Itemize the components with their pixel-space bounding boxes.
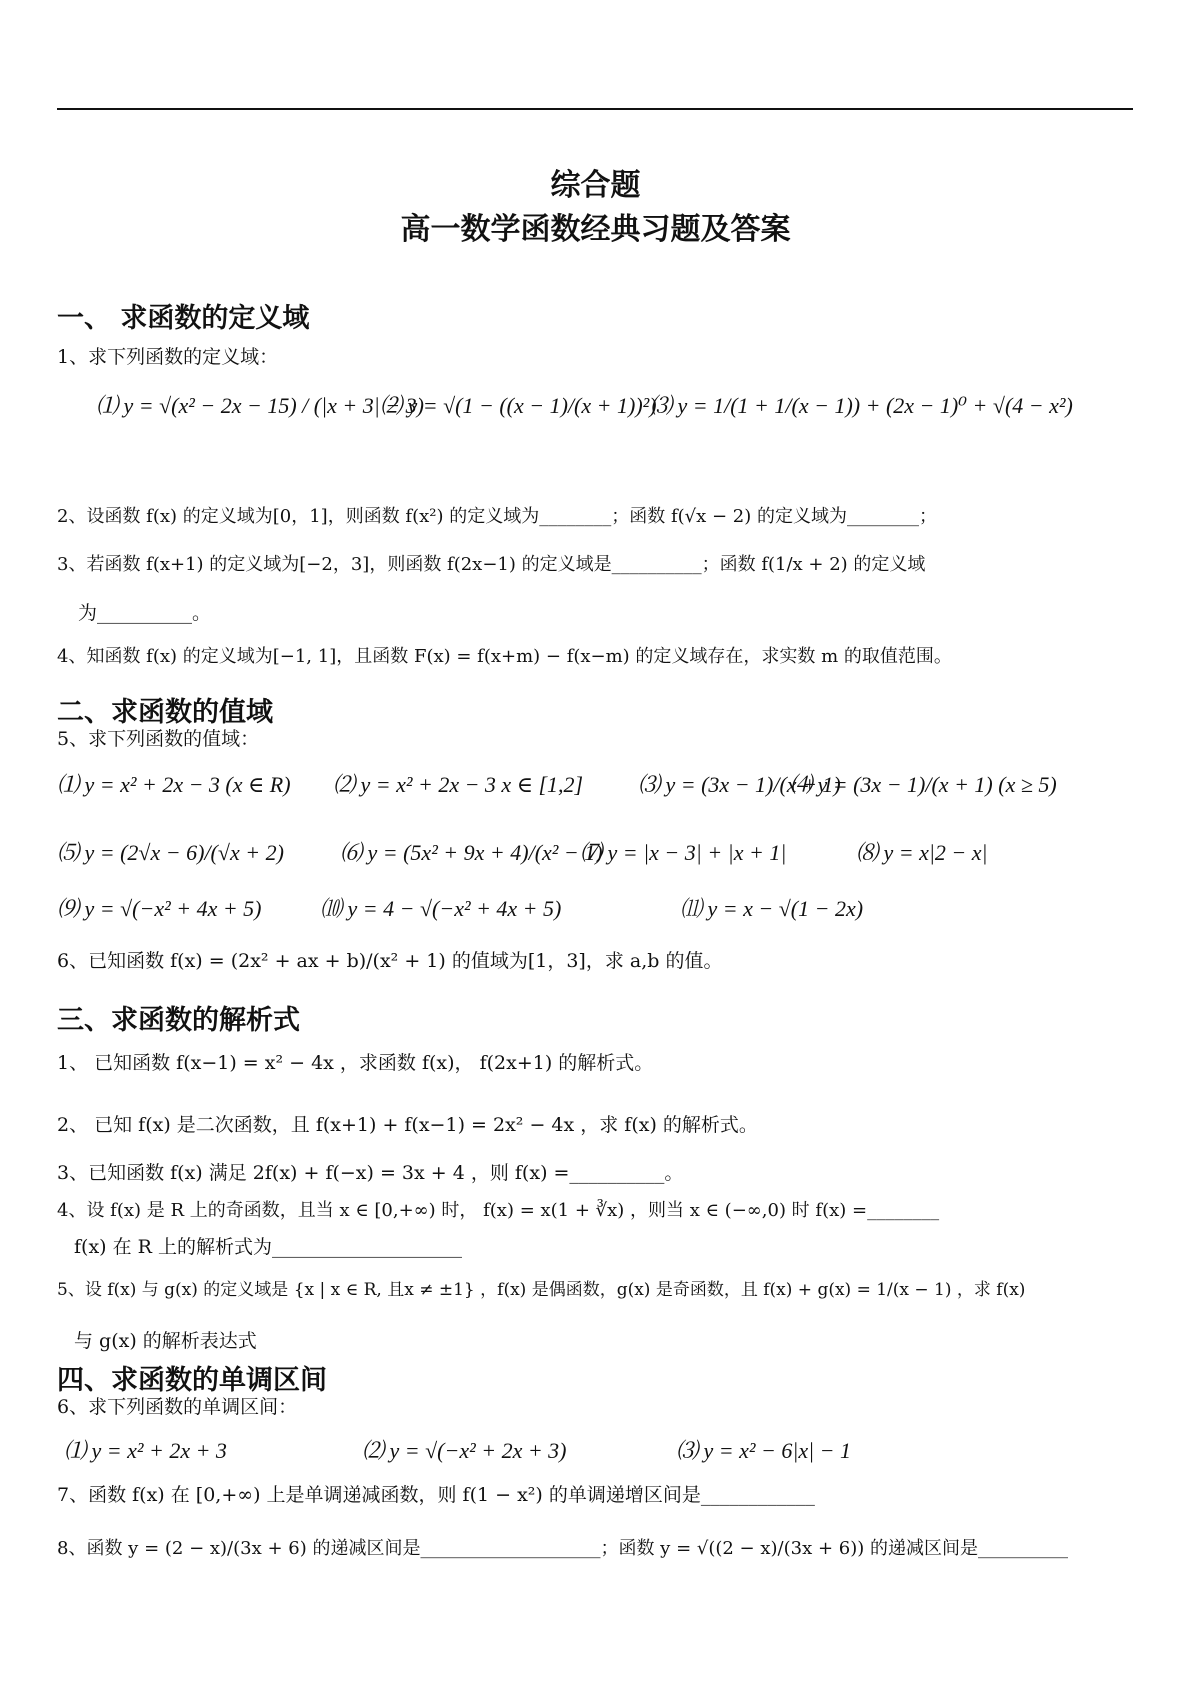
problem-3-line-1: 3、若函数 f(x+1) 的定义域为[−2，3]，则函数 f(2x−1) 的定义域是__________；函数 f(1/x + 2) 的定义域 <box>57 554 926 575</box>
formula-problem-5-line-2: 与 g(x) 的解析表达式 <box>74 1330 257 1352</box>
problem-6: 6、已知函数 f(x) = (2x² + ax + b)/(x² + 1) 的值域为[1，3]，求 a,b 的值。 <box>57 950 723 972</box>
problem-5-part-3: ⑶ y = (3x − 1)/(x + 1) <box>638 772 841 797</box>
problem-5-part-6: ⑹ y = (5x² + 9x + 4)/(x² − 1) <box>340 840 603 865</box>
problem-5-part-11: ⑾ y = x − √(1 − 2x) <box>680 896 864 921</box>
problem-5-part-10: ⑽ y = 4 − √(−x² + 4x + 5) <box>320 896 562 921</box>
problem-1-part-1: ⑴ y = √(x² − 2x − 15) / (|x + 3| − 3) <box>96 393 424 418</box>
problem-5-part-2: ⑵ y = x² + 2x − 3 x ∈ [1,2] <box>333 772 584 797</box>
formula-problem-2: 2、 已知 f(x) 是二次函数，且 f(x+1) + f(x−1) = 2x² − 4x ，求 f(x) 的解析式。 <box>57 1114 758 1136</box>
formula-problem-1: 1、 已知函数 f(x−1) = x² − 4x ，求函数 f(x)， f(2x+1) 的解析式。 <box>57 1052 654 1074</box>
formula-problem-4-line-1: 4、设 f(x) 是 R 上的奇函数，且当 x ∈ [0,+∞) 时， f(x) = x(1 + ∛x) ，则当 x ∈ (−∞,0) 时 f(x) =________ <box>57 1200 940 1221</box>
title-line-1: 综合题 <box>550 168 641 203</box>
formula-problem-5-line-1: 5、设 f(x) 与 g(x) 的定义域是 {x | x ∈ R, 且x ≠ ±1} ，f(x) 是偶函数，g(x) 是奇函数，且 f(x) + g(x) = 1/(x − 1) ，求 f(x) <box>57 1280 1026 1300</box>
problem-1-intro: 1、求下列函数的定义域： <box>57 346 279 368</box>
monotonic-problem-8: 8、函数 y = (2 − x)/(3x + 6) 的递减区间是____________________；函数 y = √((2 − x)/(3x + 6)) 的递减区间是__________ <box>57 1538 1068 1559</box>
monotonic-problem-6-part-1: ⑴ y = x² + 2x + 3 <box>64 1438 227 1463</box>
problem-1-part-2: ⑵ y = √(1 − ((x − 1)/(x + 1))²) <box>380 393 657 418</box>
section-heading-domain: 一、 求函数的定义域 <box>57 303 310 334</box>
section-heading-formula: 三、求函数的解析式 <box>57 1005 300 1036</box>
section-heading-monotonic: 四、求函数的单调区间 <box>57 1365 327 1396</box>
problem-2: 2、设函数 f(x) 的定义域为[0，1]，则函数 f(x²) 的定义域为________；函数 f(√x − 2) 的定义域为________； <box>57 506 937 527</box>
formula-problem-3: 3、已知函数 f(x) 满足 2f(x) + f(−x) = 3x + 4 ，则 f(x) =__________。 <box>57 1162 684 1184</box>
formula-problem-4-line-2: f(x) 在 R 上的解析式为____________________ <box>74 1236 462 1258</box>
title-line-2: 高一数学函数经典习题及答案 <box>400 212 791 247</box>
problem-1-part-3: ⑶ y = 1/(1 + 1/(x − 1)) + (2x − 1)⁰ + √(4 − x²) <box>650 393 1073 418</box>
monotonic-problem-6-part-3: ⑶ y = x² − 6|x| − 1 <box>676 1438 852 1463</box>
problem-4: 4、知函数 f(x) 的定义域为[−1, 1]，且函数 F(x) = f(x+m) − f(x−m) 的定义域存在，求实数 m 的取值范围。 <box>57 646 952 667</box>
problem-5-part-9: ⑼ y = √(−x² + 4x + 5) <box>57 896 262 921</box>
problem-5-part-4: ⑷ y = (3x − 1)/(x + 1) (x ≥ 5) <box>790 772 1057 797</box>
header-rule <box>57 108 1133 110</box>
problem-3-line-2: 为__________。 <box>78 602 212 624</box>
monotonic-problem-7: 7、函数 f(x) 在 [0,+∞) 上是单调递减函数，则 f(1 − x²) 的单调递增区间是____________ <box>57 1484 815 1506</box>
monotonic-problem-6-intro: 6、求下列函数的单调区间： <box>57 1396 298 1418</box>
monotonic-problem-6-part-2: ⑵ y = √(−x² + 2x + 3) <box>362 1438 567 1463</box>
problem-5-part-5: ⑸ y = (2√x − 6)/(√x + 2) <box>57 840 284 865</box>
problem-5-intro: 5、求下列函数的值域： <box>57 728 260 750</box>
problem-5-part-1: ⑴ y = x² + 2x − 3 (x ∈ R) <box>57 772 291 797</box>
problem-5-part-7: ⑺ y = |x − 3| + |x + 1| <box>580 840 787 865</box>
problem-5-part-8: ⑻ y = x|2 − x| <box>856 840 988 865</box>
section-heading-range: 二、求函数的值域 <box>57 697 273 728</box>
